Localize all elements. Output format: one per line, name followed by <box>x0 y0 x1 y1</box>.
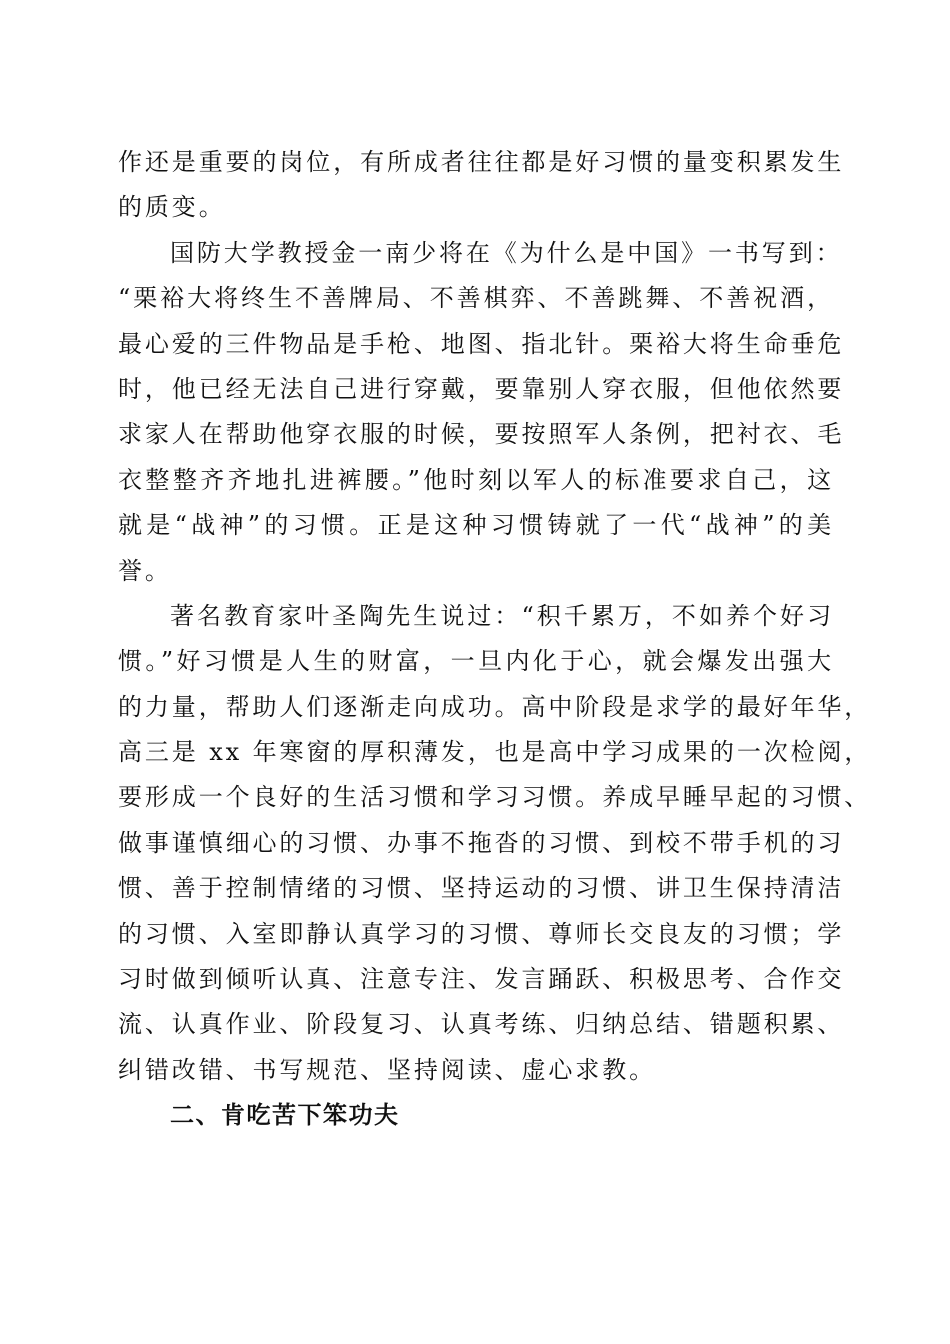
text-line: 流、认真作业、阶段复习、认真考练、归纳总结、错题积累、 <box>118 1010 845 1039</box>
text-line: 誉。 <box>118 556 172 585</box>
text-line: 国防大学教授金一南少将在《为什么是中国》一书写到： <box>170 238 843 267</box>
text-line: “栗裕大将终生不善牌局、不善棋弈、不善跳舞、不善祝酒， <box>118 284 834 313</box>
paragraph <box>118 594 872 1093</box>
paragraph <box>118 231 845 594</box>
paragraph <box>118 140 845 231</box>
text-line: 惯。”好习惯是人生的财富，一旦内化于心，就会爆发出强大 <box>118 647 834 676</box>
text-line: 的力量，帮助人们逐渐走向成功。高中阶段是求学的最好年华， <box>118 692 872 721</box>
text-line: 求家人在帮助他穿衣服的时候，要按照军人条例，把衬衣、毛 <box>118 420 845 449</box>
text-line: 衣整整齐齐地扎进裤腰。”他时刻以军人的标准要求自己，这 <box>118 465 834 494</box>
text-line: 的质变。 <box>118 193 226 222</box>
section-heading: 二、肯吃苦下笨功夫 <box>170 1101 400 1130</box>
text-line: 作还是重要的岗位，有所成者往往都是好习惯的量变积累发生 <box>118 148 845 176</box>
text-line: 纠错改错、书写规范、坚持阅读、虚心求教。 <box>118 1055 656 1084</box>
text-line: 就是“战神”的习惯。正是这种习惯铸就了一代“战神”的美 <box>118 511 834 540</box>
text-line: 要形成一个良好的生活习惯和学习习惯。养成早睡早起的习惯、 <box>118 783 872 812</box>
text-line: 著名教育家叶圣陶先生说过：“积千累万，不如养个好习 <box>170 601 834 630</box>
document-body <box>118 140 872 1139</box>
text-line: 惯、善于控制情绪的习惯、坚持运动的习惯、讲卫生保持清洁 <box>118 874 845 903</box>
text-line: 时，他已经无法自己进行穿戴，要靠别人穿衣服，但他依然要 <box>118 374 845 403</box>
text-line: 习时做到倾听认真、注意专注、发言踊跃、积极思考、合作交 <box>118 965 845 994</box>
text-line: 做事谨慎细心的习惯、办事不拖沓的习惯、到校不带手机的习 <box>118 828 845 857</box>
text-line: 最心爱的三件物品是手枪、地图、指北针。栗裕大将生命垂危 <box>118 329 845 358</box>
text-line: 高三是 xx 年寒窗的厚积薄发，也是高中学习成果的一次检阅， <box>118 738 872 767</box>
text-line: 的习惯、入室即静认真学习的习惯、尊师长交良友的习惯；学 <box>118 919 845 948</box>
